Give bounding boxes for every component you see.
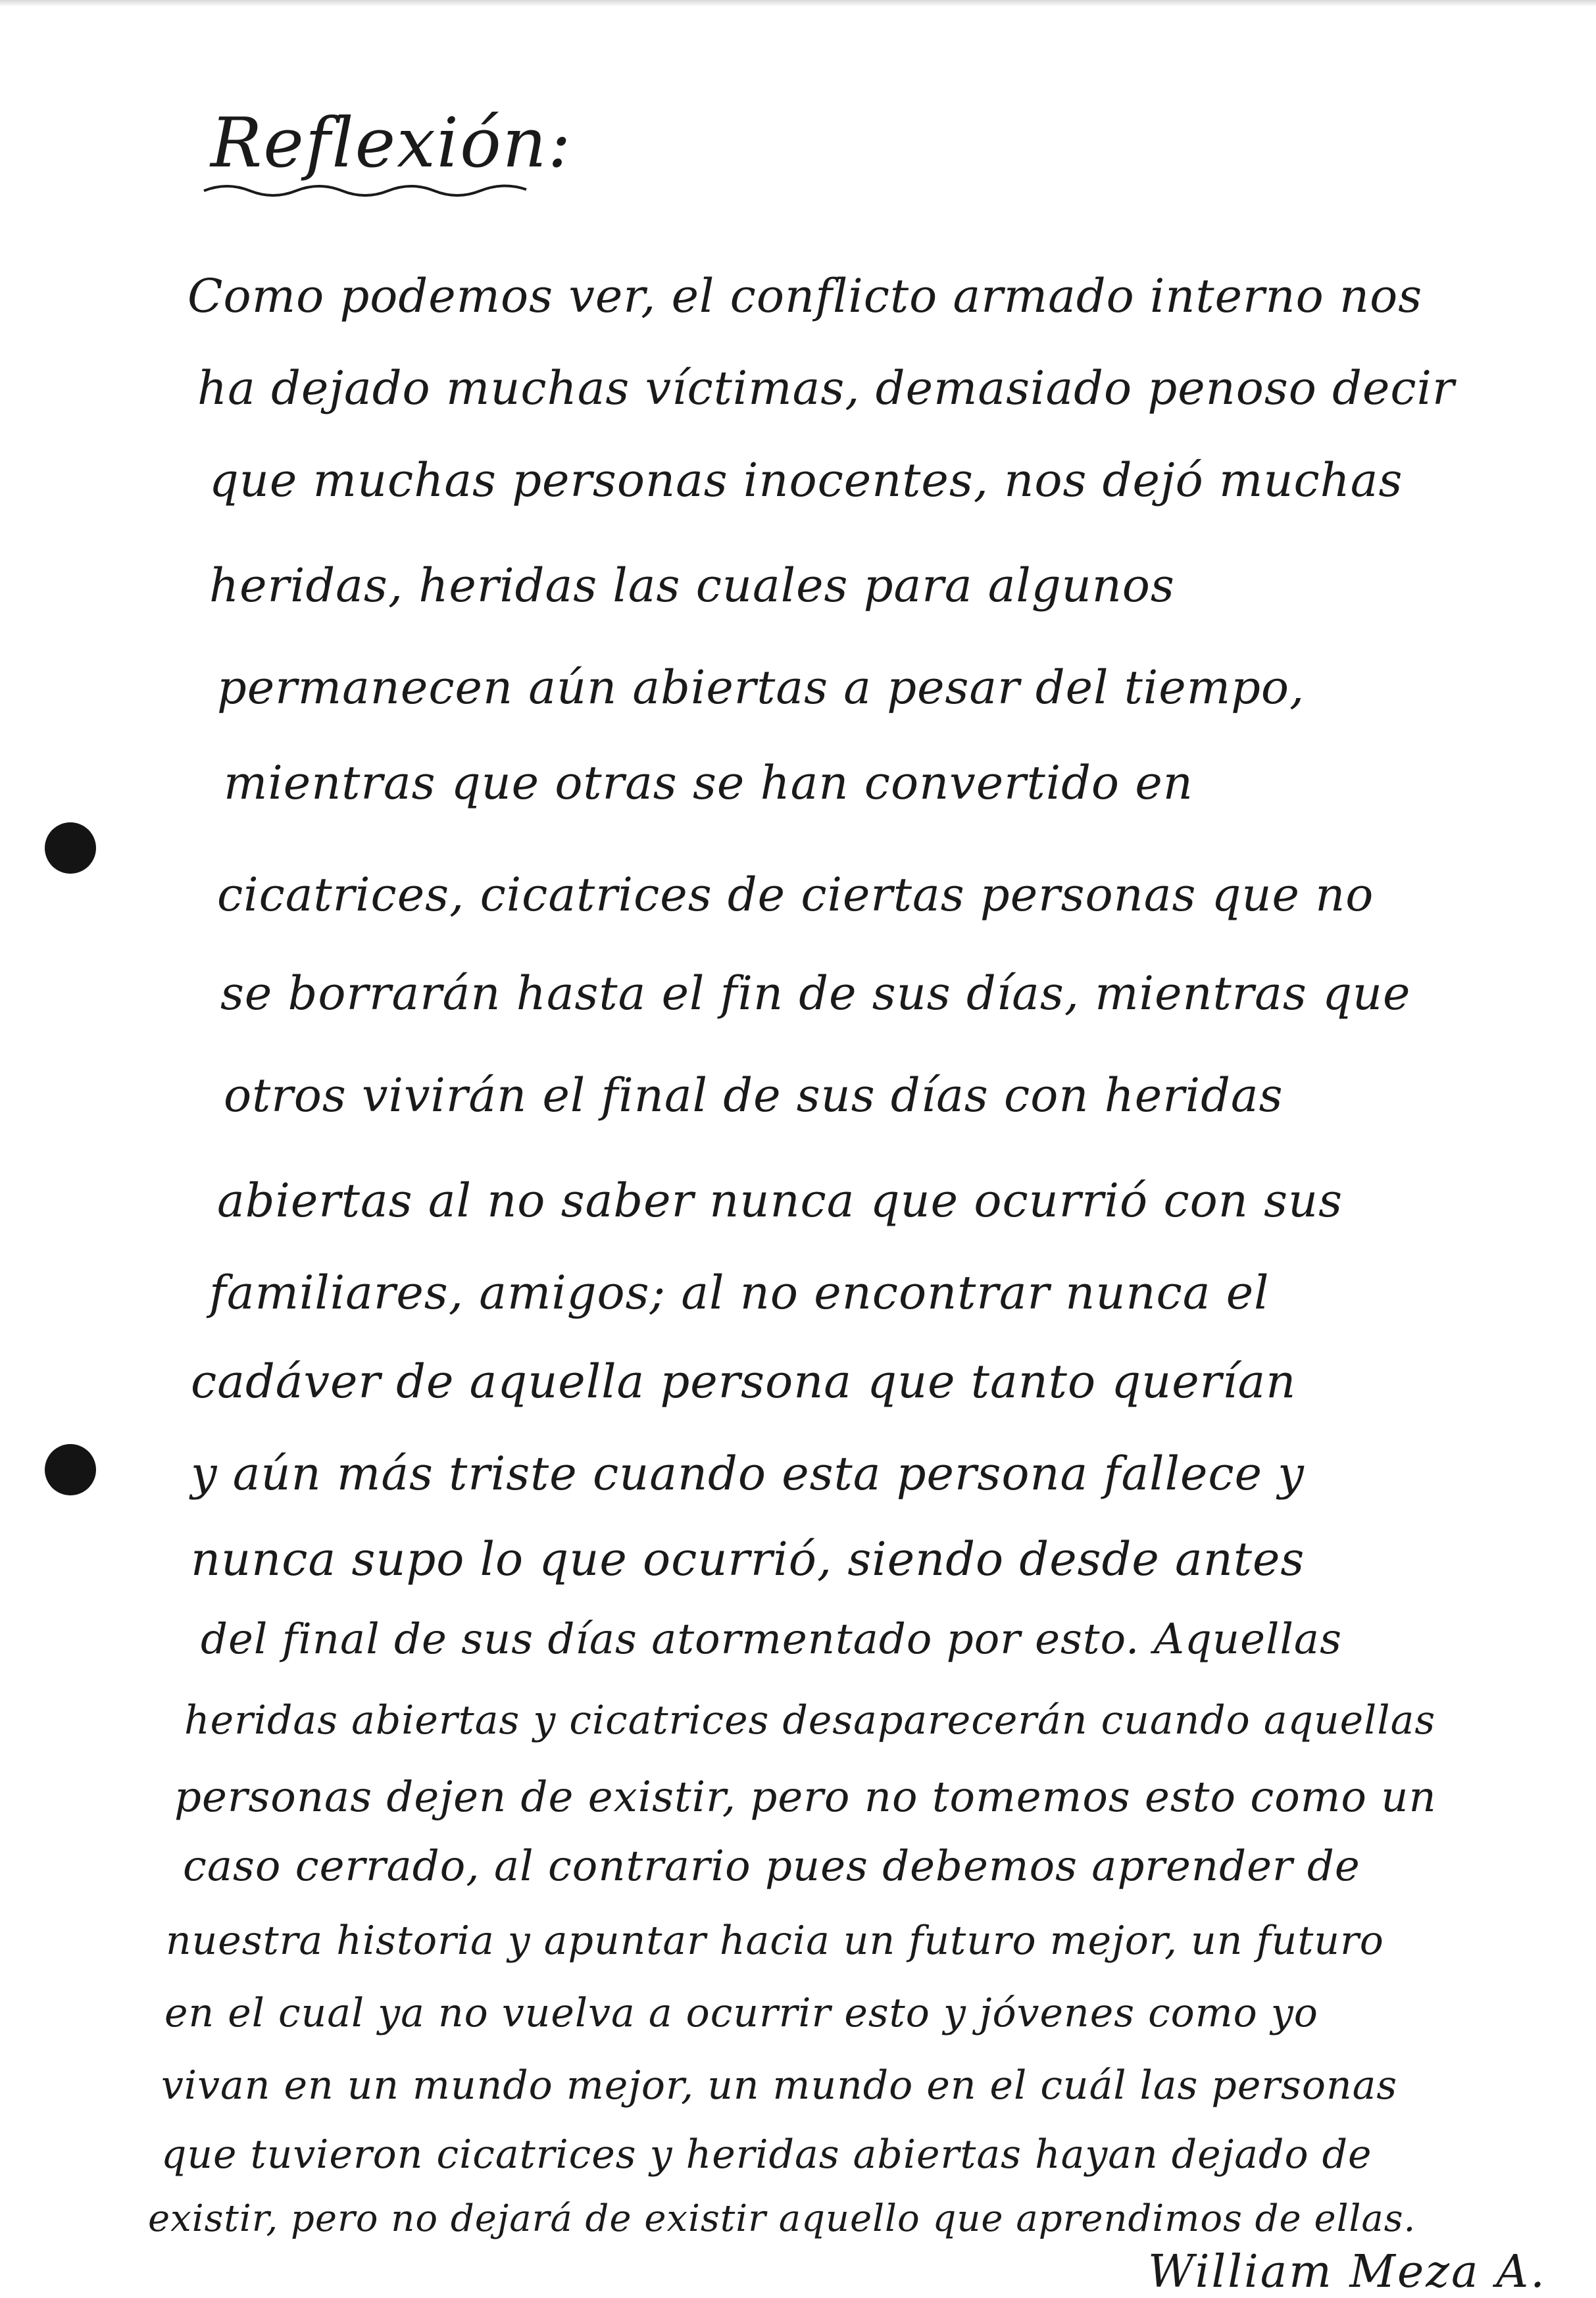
- signature: William Meza A.: [1148, 2246, 1547, 2298]
- text-line-17: personas dejen de existir, pero no tomemos esto como un: [174, 1773, 1437, 1822]
- text-line-1: Como podemos ver, el conflicto armado interno nos: [187, 269, 1423, 323]
- page-title: Reflexión:: [211, 103, 572, 183]
- text-line-9: otros vivirán el final de sus días con heridas: [224, 1068, 1284, 1122]
- title-underline: [201, 179, 530, 199]
- text-line-23: existir, pero no dejará de existir aquello que aprendimos de ellas.: [148, 2197, 1416, 2240]
- text-line-18: caso cerrado, al contrario pues debemos aprender de: [183, 1842, 1360, 1891]
- text-line-22: que tuvieron cicatrices y heridas abiertas hayan dejado de: [161, 2132, 1372, 2178]
- text-line-13: y aún más triste cuando esta persona fallece y: [191, 1447, 1305, 1501]
- text-line-4: heridas, heridas las cuales para algunos: [209, 559, 1175, 612]
- text-line-2: ha dejado muchas víctimas, demasiado penoso decir: [197, 361, 1455, 415]
- text-line-8: se borrarán hasta el fin de sus días, mientras que: [220, 966, 1411, 1020]
- page-top-edge: [0, 0, 1596, 7]
- text-line-19: nuestra historia y apuntar hacia un futuro mejor, un futuro: [166, 1918, 1384, 1964]
- text-line-5: permanecen aún abiertas a pesar del tiempo,: [217, 661, 1305, 714]
- text-line-20: en el cual ya no vuelva a ocurrir esto y jóvenes como yo: [164, 1990, 1318, 2036]
- text-line-3: que muchas personas inocentes, nos dejó muchas: [209, 453, 1403, 507]
- punch-hole-top: [45, 822, 96, 874]
- text-line-12: cadáver de aquella persona que tanto querían: [191, 1355, 1297, 1409]
- punch-hole-bottom: [45, 1444, 96, 1495]
- text-line-7: cicatrices, cicatrices de ciertas personas que no: [217, 868, 1374, 922]
- text-line-6: mientras que otras se han convertido en: [224, 756, 1193, 810]
- text-line-15: del final de sus días atormentado por esto. Aquellas: [201, 1615, 1342, 1664]
- text-line-16: heridas abiertas y cicatrices desaparecerán cuando aquellas: [184, 1697, 1436, 1743]
- text-line-14: nunca supo lo que ocurrió, siendo desde antes: [191, 1532, 1305, 1586]
- text-line-10: abiertas al no saber nunca que ocurrió con sus: [217, 1174, 1343, 1228]
- text-line-11: familiares, amigos; al no encontrar nunca el: [209, 1266, 1270, 1320]
- text-line-21: vivan en un mundo mejor, un mundo en el cuál las personas: [161, 2062, 1398, 2109]
